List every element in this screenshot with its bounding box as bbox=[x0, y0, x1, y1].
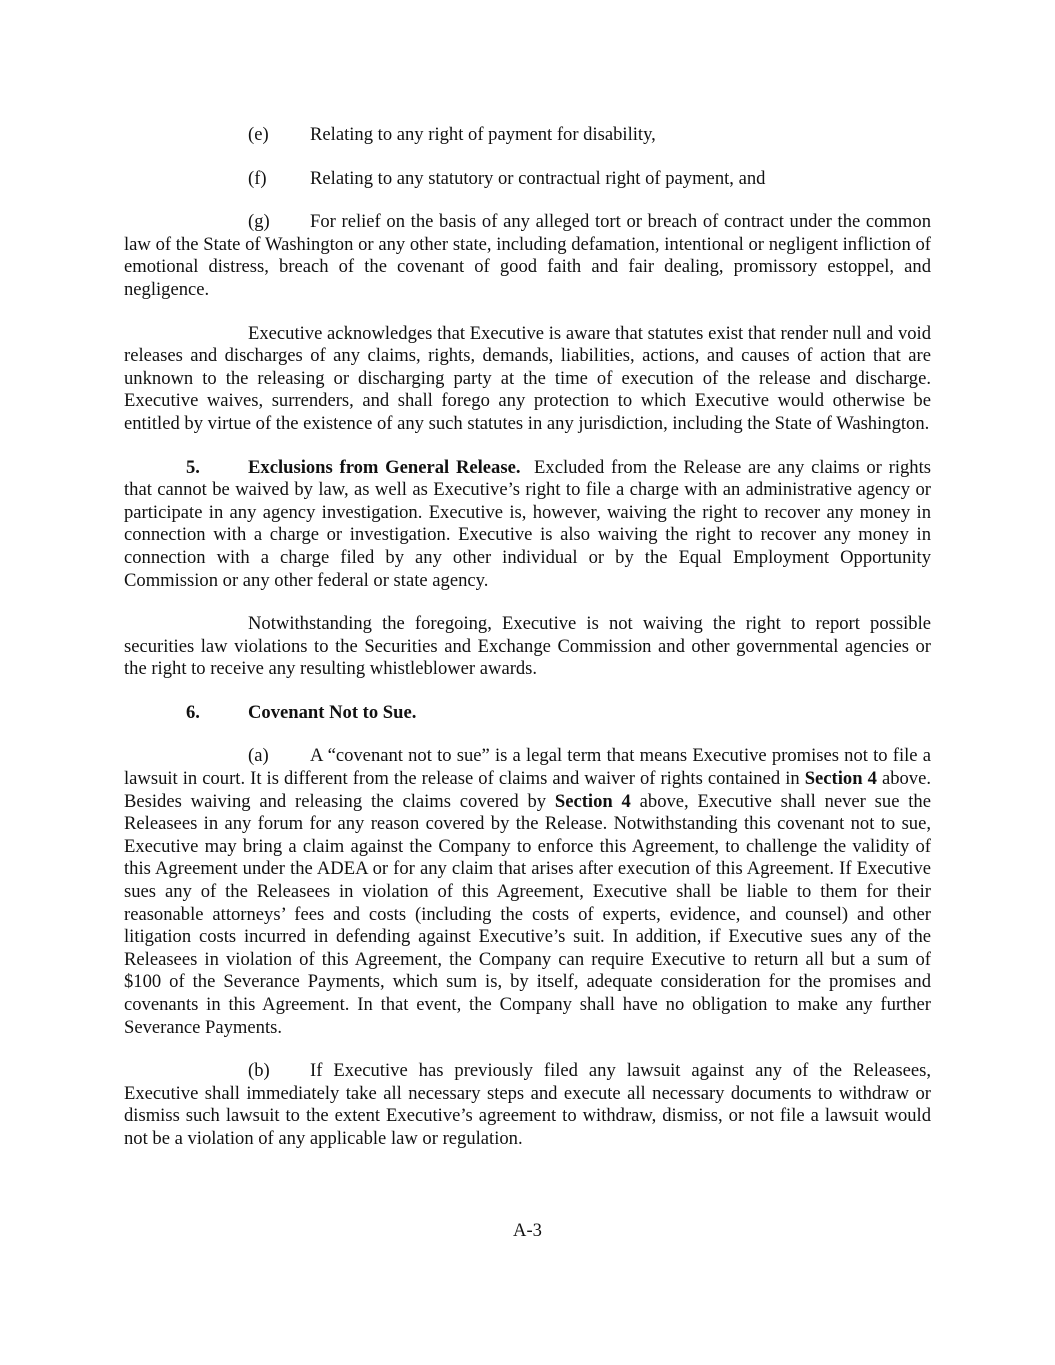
section-number: 5. bbox=[186, 456, 200, 478]
section-6-heading bbox=[124, 702, 931, 725]
section-reference: Section 4 bbox=[804, 768, 877, 790]
clause-text-part: A “covenant not to sue” is a legal term that means Executive promises not to file a lawsuit in court. It is different from the release of claims and waiver of rights contained in bbox=[124, 745, 931, 790]
clause-label: (g) bbox=[248, 211, 270, 233]
clause-f bbox=[248, 168, 931, 191]
clause-g bbox=[124, 211, 931, 301]
clause-label: (a) bbox=[248, 745, 269, 767]
clause-text: If Executive has previously filed any lawsuit against any of the Releasees, Executive shall immediately take all necessary steps and execute all necessary documents to withdraw or dismiss such lawsuit to the extent Executive’s agreement to withdraw, dismiss, or not file a lawsuit would not be a violation of any applicable law or regulation. bbox=[124, 1060, 931, 1149]
clause-label: (e) bbox=[248, 124, 269, 145]
section-reference: Section 4 bbox=[554, 790, 631, 812]
section-heading: Covenant Not to Sue. bbox=[248, 701, 417, 723]
clause-text: Relating to any statutory or contractual right of payment, and bbox=[310, 167, 766, 189]
section-text: Excluded from the Release are any claims or rights that cannot be waived by law, as well as Executive’s right to file a charge with an administrative agency or participate in any agency investigation. Executive is, however, waiving the right to recover any money in connection with a charge or investigation. Executive is also waiving the right to recover any money in connection with a charge filed by any other individual or by the Equal Employment Opportunity Commission or any other federal or state agency. bbox=[124, 456, 931, 591]
section-5 bbox=[124, 457, 931, 593]
acknowledgment-paragraph: Executive acknowledges that Executive is aware that statutes exist that render null and void releases and discharges of any claims, rights, demands, liabilities, actions, and causes of action that are unknown to the releasing or discharging party at the time of execution of the release and discharge. Executive waives, surrenders, and shall forego any protection to which Executive would otherwise be entitled by virtue of the existence of any such statutes in any jurisdiction, including the State of Washington. bbox=[124, 322, 931, 434]
clause-text: For relief on the basis of any alleged tort or breach of contract under the common law of the State of Washington or any other state, including defamation, intentional or negligent infliction of emotional distress, breach of the covenant of good faith and fair dealing, promissory estoppel, and negligence. bbox=[124, 211, 931, 300]
clause-text-part: above, Executive shall never sue the Releasees in any forum for any reason covered by the Release. Notwithstanding this covenant not to sue, Executive may bring a claim against the Company to enforce this Agreement, to challenge the validity of this Agreement under the ADEA or for any claim that arises after execution of this Agreement. If Executive sues any of the Releasees in violation of this Agreement, Executive shall be liable to them for their reasonable attorneys’ fees and costs (including the costs of experts, evidence, and counsel) and other litigation costs incurred in defending against Executive’s suit. In addition, if Executive sues any of the Releasees in violation of this Agreement, the Company can require Executive to return all but a sum of $100 of the Severance Payments, which sum is, by itself, adequate consideration for the promises and covenants in this Agreement. In that event, the Company shall have no obligation to make any further Severance Payments. bbox=[124, 790, 931, 1038]
clause-text: Relating to any right of payment for disability, bbox=[310, 124, 656, 145]
page-number: A-3 bbox=[513, 1220, 542, 1241]
section-heading: Exclusions from General Release. bbox=[248, 456, 521, 478]
clause-text-part: above. Besides waiving and releasing the claims covered by bbox=[124, 768, 931, 812]
clause-e bbox=[248, 124, 931, 147]
section-number: 6. bbox=[186, 701, 200, 723]
clause-6b bbox=[124, 1060, 931, 1150]
document-page bbox=[124, 124, 931, 1172]
notwithstanding-paragraph: Notwithstanding the foregoing, Executive is not waiving the right to report possible securities law violations to the Securities and Exchange Commission and other governmental agencies or the right to receive any resulting whistleblower awards. bbox=[124, 613, 931, 680]
clause-label: (f) bbox=[248, 167, 267, 189]
clause-label: (b) bbox=[248, 1060, 270, 1082]
clause-6a bbox=[124, 745, 931, 1039]
